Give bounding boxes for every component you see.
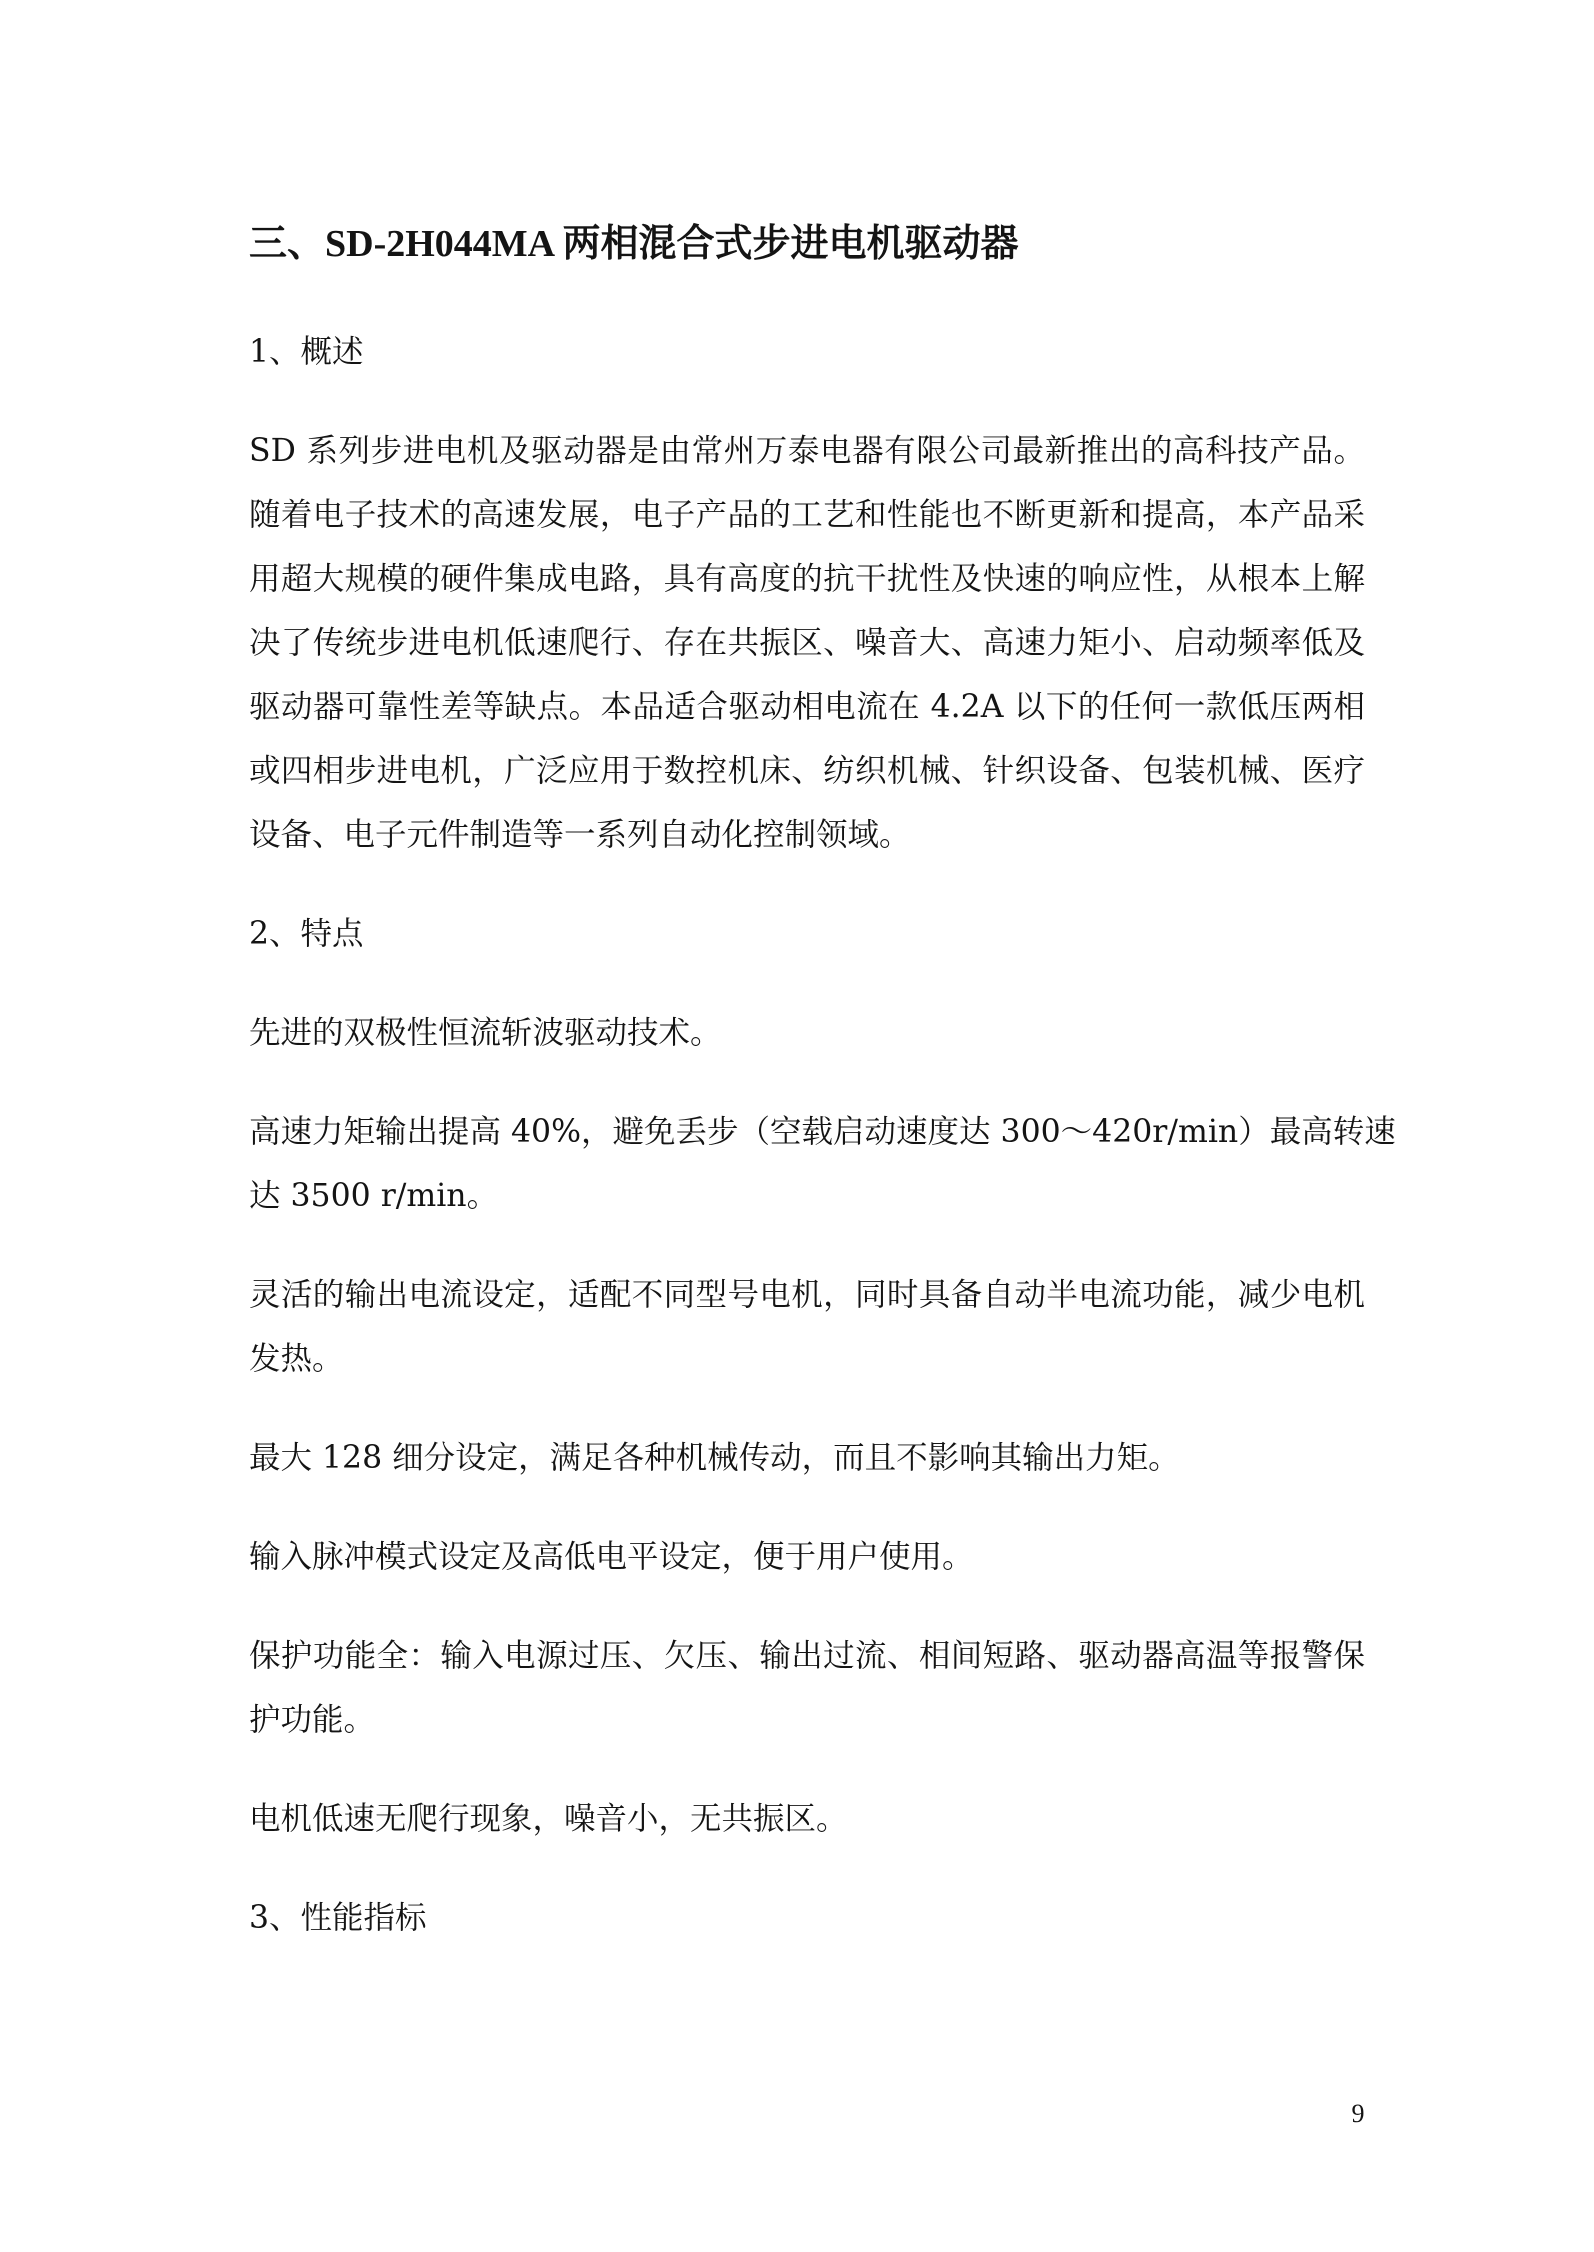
paragraph-line: 最大 128 细分设定，满足各种机械传动，而且不影响其输出力矩。 [249, 1440, 1180, 1476]
paragraph-line: SD 系列步进电机及驱动器是由常州万泰电器有限公司最新推出的高科技产品。 [249, 433, 1365, 469]
paragraph-line: 决了传统步进电机低速爬行、存在共振区、噪音大、高速力矩小、启动频率低及 [249, 625, 1365, 661]
paragraph-line: 输入脉冲模式设定及高低电平设定，便于用户使用。 [249, 1539, 974, 1575]
paragraph-line: 达 3500 r/min。 [249, 1178, 499, 1214]
paragraph-line: 护功能。 [249, 1702, 376, 1738]
paragraph-line: 驱动器可靠性差等缺点。本品适合驱动相电流在 4.2A 以下的任何一款低压两相 [249, 689, 1365, 725]
page-content [249, 222, 1396, 1950]
paragraph-line: 高速力矩输出提高 40%，避免丢步（空载启动速度达 300～420r/min）最高转速 [249, 1114, 1396, 1150]
paragraph-line: 先进的双极性恒流斩波驱动技术。 [249, 1015, 722, 1051]
section-heading-specs: 3、性能指标 [249, 1900, 427, 1936]
paragraph-line: 设备、电子元件制造等一系列自动化控制领域。 [249, 817, 911, 853]
page-number: 9 [1351, 2099, 1365, 2128]
overview-paragraph [249, 419, 1365, 867]
chapter-title: 三、SD-2H044MA 两相混合式步进电机驱动器 [249, 223, 1019, 265]
paragraph-line: 灵活的输出电流设定，适配不同型号电机，同时具备自动半电流功能，减少电机 [249, 1277, 1365, 1313]
feature-item [249, 1001, 1365, 1065]
feature-item [249, 1624, 1365, 1752]
feature-item [249, 1100, 1396, 1228]
paragraph-line: 电机低速无爬行现象，噪音小，无共振区。 [249, 1801, 848, 1837]
paragraph-line: 或四相步进电机，广泛应用于数控机床、纺织机械、针织设备、包装机械、医疗 [249, 753, 1365, 789]
feature-item [249, 1263, 1365, 1391]
section-heading-overview: 1、概述 [249, 334, 364, 370]
paragraph-line: 保护功能全：输入电源过压、欠压、输出过流、相间短路、驱动器高温等报警保 [249, 1638, 1365, 1674]
paragraph-line: 随着电子技术的高速发展，电子产品的工艺和性能也不断更新和提高，本产品采 [249, 497, 1365, 533]
paragraph-line: 用超大规模的硬件集成电路，具有高度的抗干扰性及快速的响应性，从根本上解 [249, 561, 1365, 597]
feature-item [249, 1787, 1365, 1851]
feature-item [249, 1426, 1365, 1490]
paragraph-line: 发热。 [249, 1341, 344, 1377]
section-heading-features: 2、特点 [249, 916, 364, 952]
feature-item [249, 1525, 1365, 1589]
